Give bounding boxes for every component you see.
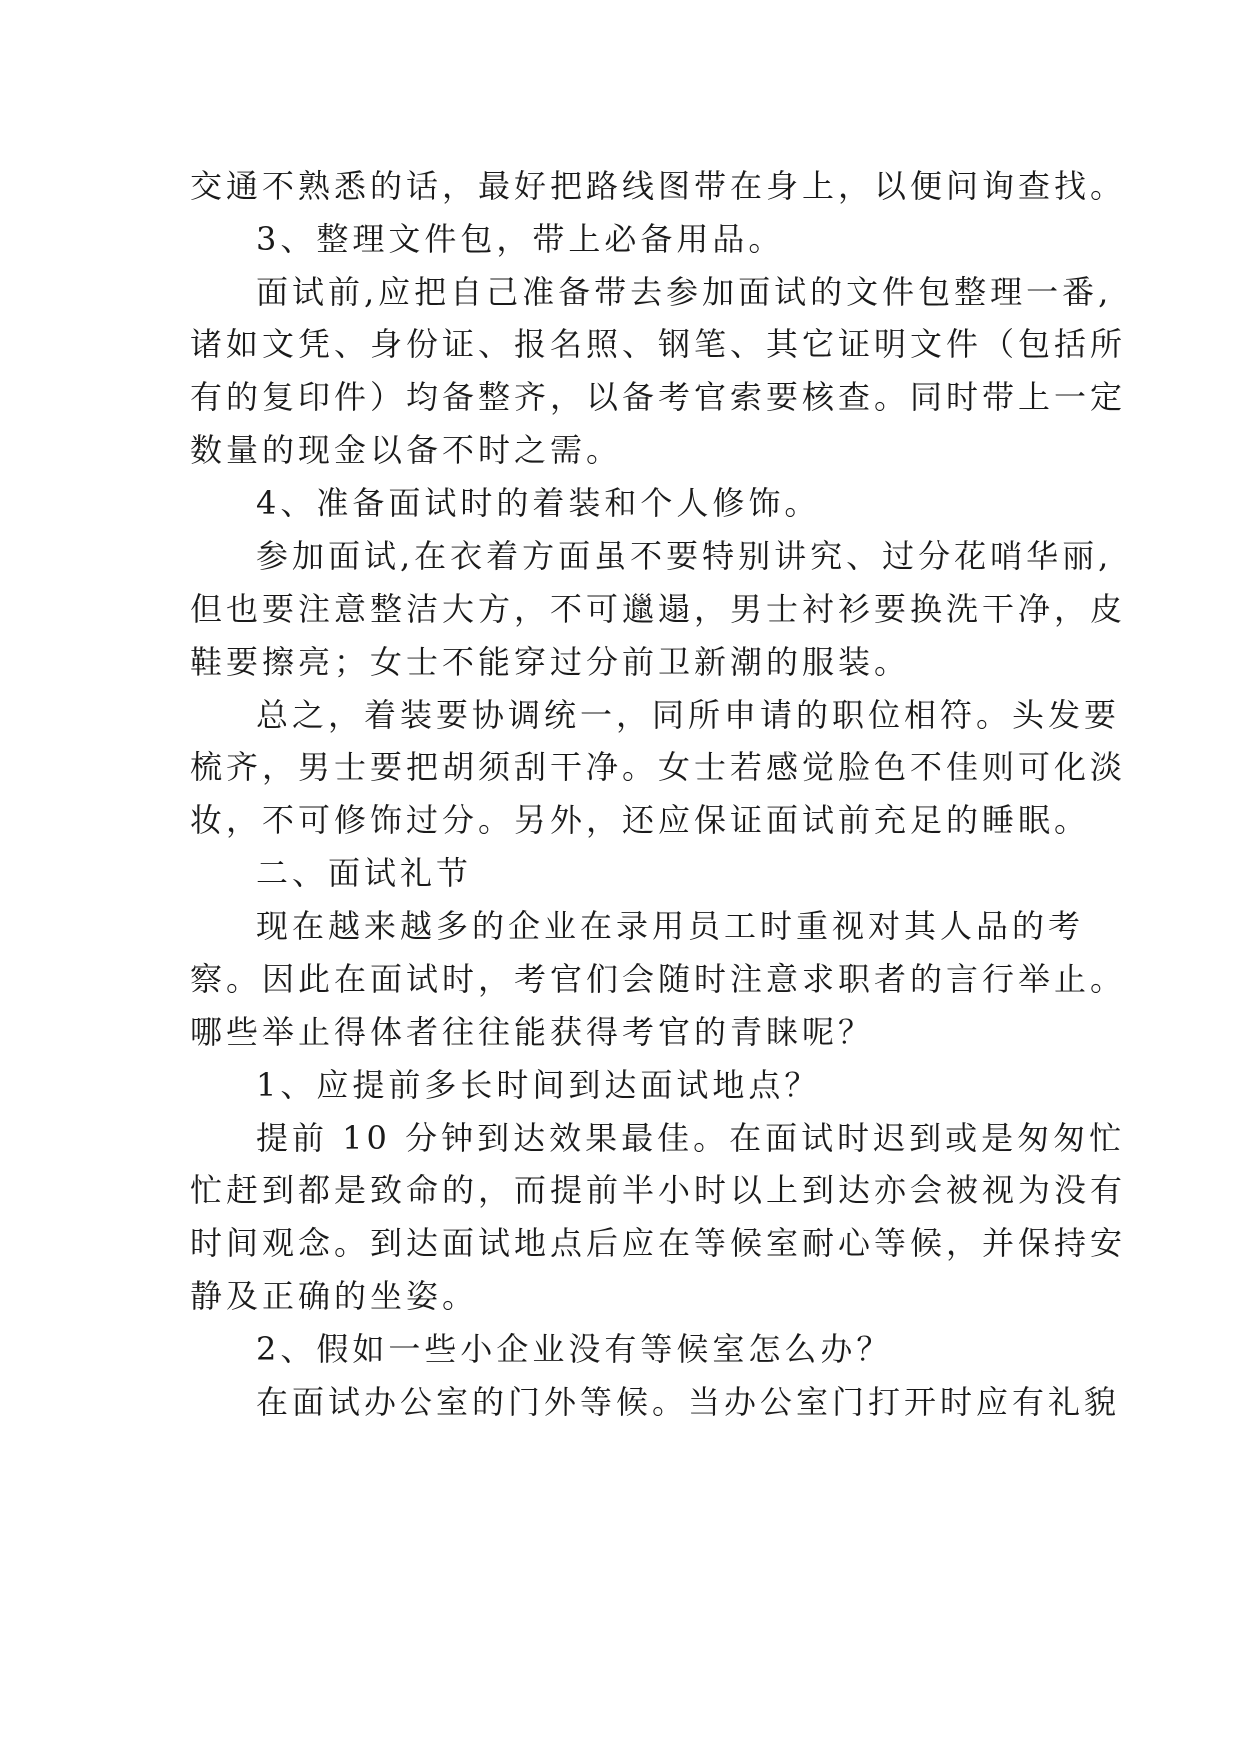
section-heading: 3、整理文件包，带上必备用品。 <box>256 220 785 258</box>
paragraph-line: 察。因此在面试时，考官们会随时注意求职者的言行举止。 <box>190 960 1127 998</box>
paragraph-line: 静及正确的坐姿。 <box>190 1277 479 1315</box>
paragraph-line: 时间观念。到达面试地点后应在等候室耐心等候，并保持安 <box>190 1224 1127 1262</box>
paragraph-line: 妆，不可修饰过分。另外，还应保证面试前充足的睡眠。 <box>190 801 1091 839</box>
paragraph-line: 数量的现金以备不时之需。 <box>190 431 623 469</box>
paragraph-line: 交通不熟悉的话，最好把路线图带在身上，以便问询查找。 <box>190 167 1127 205</box>
section-heading: 2、假如一些小企业没有等候室怎么办？ <box>256 1330 893 1368</box>
paragraph-line: 现在越来越多的企业在录用员工时重视对其人品的考 <box>256 907 1085 945</box>
paragraph-line: 面试前,应把自己准备带去参加面试的文件包整理一番, <box>256 273 1113 311</box>
paragraph-line: 在面试办公室的门外等候。当办公室门打开时应有礼貌 <box>256 1383 1121 1421</box>
paragraph-line: 参加面试,在衣着方面虽不要特别讲究、过分花哨华丽, <box>256 537 1113 575</box>
paragraph-line: 提前 10 分钟到达效果最佳。在面试时迟到或是匆匆忙 <box>256 1119 1126 1157</box>
paragraph-line: 总之，着装要协调统一，同所申请的职位相符。头发要 <box>256 696 1121 734</box>
paragraph-line: 诸如文凭、身份证、报名照、钢笔、其它证明文件（包括所 <box>190 325 1127 363</box>
paragraph-line: 梳齐，男士要把胡须刮干净。女士若感觉脸色不佳则可化淡 <box>190 748 1127 786</box>
section-heading: 二、面试礼节 <box>256 854 473 892</box>
section-heading: 4、准备面试时的着装和个人修饰。 <box>256 484 821 522</box>
paragraph-line: 但也要注意整洁大方，不可邋遢，男士衬衫要换洗干净，皮 <box>190 590 1127 628</box>
paragraph-line: 鞋要擦亮；女士不能穿过分前卫新潮的服装。 <box>190 643 911 681</box>
paragraph-line: 忙赶到都是致命的，而提前半小时以上到达亦会被视为没有 <box>190 1171 1127 1209</box>
paragraph-line: 有的复印件）均备整齐，以备考官索要核查。同时带上一定 <box>190 378 1127 416</box>
paragraph-line: 哪些举止得体者往往能获得考官的青睐呢？ <box>190 1013 875 1051</box>
section-heading: 1、应提前多长时间到达面试地点？ <box>256 1066 821 1104</box>
